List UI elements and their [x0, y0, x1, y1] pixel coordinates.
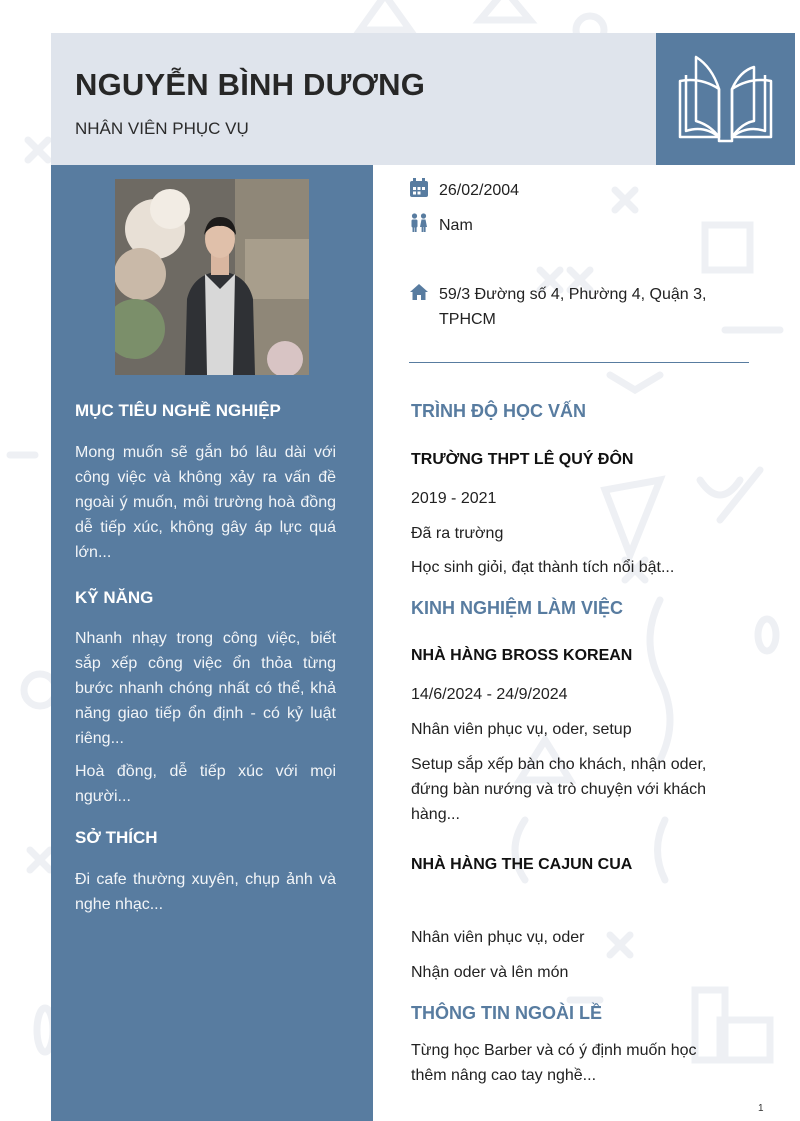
open-book-icon [656, 33, 795, 165]
education-years: 2019 - 2021 [411, 490, 497, 507]
hobbies-text: Đi cafe thường xuyên, chụp ảnh và nghe nhạc... [75, 871, 336, 913]
address-row [409, 282, 739, 332]
dob-row [409, 178, 739, 203]
gender-text: Nam [439, 217, 473, 234]
job-company: NHÀ HÀNG THE CAJUN CUA [411, 856, 633, 873]
job-period: 14/6/2024 - 24/9/2024 [411, 686, 568, 703]
skills-heading: KỸ NĂNG [75, 588, 154, 607]
objective-text: Mong muốn sẽ gắn bó lâu dài với công việc và không xảy ra vấn đề ngoài ý muốn, môi trường hoà đồng dễ tiếp xúc, không gây áp lực quá lớn... [75, 444, 336, 561]
extra-heading: THÔNG TIN NGOÀI LỀ [411, 1003, 602, 1023]
dob-text: 26/02/2004 [439, 182, 520, 199]
job-title: NHÂN VIÊN PHỤC VỤ [75, 119, 249, 138]
skills-text-2: Hoà đồng, dễ tiếp xúc với mọi người... [75, 763, 336, 805]
profile-photo [115, 179, 309, 375]
home-icon [409, 282, 429, 302]
job-role: Nhân viên phục vụ, oder [411, 929, 585, 946]
hobbies-heading: SỞ THÍCH [75, 828, 158, 847]
gender-icon [409, 213, 429, 233]
logo-box [656, 33, 795, 165]
header-banner [51, 33, 656, 165]
education-desc: Học sinh giỏi, đạt thành tích nổi bật... [411, 559, 675, 576]
education-heading: TRÌNH ĐỘ HỌC VẤN [411, 401, 586, 421]
job-desc: Nhận oder và lên món [411, 964, 569, 981]
divider [409, 362, 749, 363]
education-status: Đã ra trường [411, 525, 504, 542]
address-text: 59/3 Đường số 4, Phường 4, Quận 3, TPHCM [439, 286, 707, 328]
objective-heading: MỤC TIÊU NGHỀ NGHIỆP [75, 401, 281, 420]
extra-text: Từng học Barber và có ý định muốn học thêm nâng cao tay nghề... [411, 1042, 697, 1084]
job-desc: Setup sắp xếp bàn cho khách, nhận oder, đứng bàn nướng và trò chuyện với khách hàng... [411, 756, 707, 823]
page-number: 1 [758, 1103, 764, 1114]
calendar-icon [409, 178, 429, 198]
school-name: TRƯỜNG THPT LÊ QUÝ ĐÔN [411, 451, 634, 468]
experience-heading: KINH NGHIỆM LÀM VIỆC [411, 598, 624, 618]
person-name: NGUYỄN BÌNH DƯƠNG [75, 67, 426, 102]
job-company: NHÀ HÀNG BROSS KOREAN [411, 647, 633, 664]
gender-row [409, 213, 739, 238]
skills-text: Nhanh nhạy trong công việc, biết sắp xếp công việc ổn thỏa từng bước nhanh chóng nhất có thể, khả năng giao tiếp ổn định - có kỷ luật riêng... [75, 630, 336, 747]
job-role: Nhân viên phục vụ, oder, setup [411, 721, 632, 738]
sidebar [51, 165, 373, 1121]
